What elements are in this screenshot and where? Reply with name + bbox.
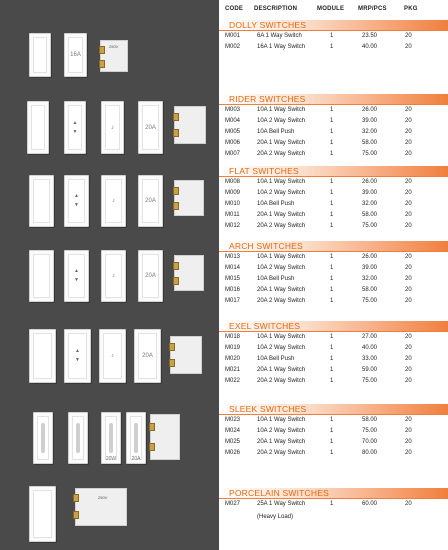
module-count: 1 (330, 276, 334, 282)
product-description: 20A 2 Way Switch (257, 450, 306, 456)
product-description: 10A 2 Way Switch (257, 265, 306, 271)
sleek-switch-20a-2way-image (126, 412, 146, 464)
column-header-pkg: PKG (404, 6, 418, 12)
product-code: M005 (225, 129, 241, 135)
rider-switch-2way-image (64, 101, 86, 154)
product-description: 16A 1 Way Switch (257, 44, 306, 50)
section-title-flat-switches: FLAT SWITCHES (229, 166, 299, 176)
package-quantity: 20 (405, 190, 412, 196)
arch-bell-push-image (101, 250, 126, 302)
product-code: M026 (225, 450, 241, 456)
table-row (219, 199, 448, 210)
arch-switch-back-image (174, 255, 204, 291)
product-code: M020 (225, 356, 241, 362)
table-row (219, 177, 448, 188)
price-per-piece: 58.00 (362, 140, 378, 146)
table-row (219, 210, 448, 221)
module-count: 1 (330, 501, 334, 507)
exel-switch-back-image (170, 336, 202, 374)
product-code: M004 (225, 118, 241, 124)
table-row (219, 252, 448, 263)
dolly-switch-16a-image (64, 33, 87, 77)
price-per-piece: 39.00 (362, 265, 378, 271)
table-row (219, 376, 448, 387)
porcelain-note: (Heavy Load) (257, 514, 294, 520)
porcelain-switch-back-image (75, 488, 127, 526)
table-row (219, 221, 448, 232)
module-count: 1 (330, 44, 334, 50)
arch-switch-20a-image (138, 250, 163, 302)
section-title-sleek-switches: SLEEK SWITCHES (229, 404, 307, 414)
sleek-switch-1way-image (33, 412, 53, 464)
porcelain-switch-image (29, 486, 56, 542)
switch-voltage-mark: 250V (98, 495, 108, 500)
package-quantity: 20 (405, 129, 412, 135)
package-quantity: 20 (405, 450, 412, 456)
switch-rating-label: 16A (70, 52, 81, 58)
price-per-piece: 32.00 (362, 276, 378, 282)
table-row (219, 138, 448, 149)
product-description: 10A Bell Push (257, 129, 295, 135)
module-count: 1 (330, 287, 334, 293)
price-per-piece: 75.00 (362, 223, 378, 229)
table-row (219, 105, 448, 116)
product-code: M027 (225, 501, 241, 507)
exel-switch-1way-image (29, 329, 56, 383)
product-code: M007 (225, 151, 241, 157)
product-description: 20A 1 Way Switch (257, 140, 306, 146)
product-description: 10A 1 Way Switch (257, 334, 306, 340)
table-row (219, 296, 448, 307)
package-quantity: 20 (405, 33, 412, 39)
product-description: 10A Bell Push (257, 276, 295, 282)
column-header-code: CODE (225, 6, 244, 12)
module-count: 1 (330, 378, 334, 384)
product-code: M002 (225, 44, 241, 50)
table-row (219, 42, 448, 53)
package-quantity: 20 (405, 118, 412, 124)
package-quantity: 20 (405, 276, 412, 282)
product-description: 10A 1 Way Switch (257, 417, 306, 423)
module-count: 1 (330, 367, 334, 373)
sleek-switch-back-image (150, 414, 180, 460)
switch-rating-label: 20A (145, 273, 156, 279)
product-code: M011 (225, 212, 240, 218)
table-row (219, 332, 448, 343)
package-quantity: 20 (405, 356, 412, 362)
product-description: 20A 2 Way Switch (257, 378, 306, 384)
product-code: M025 (225, 439, 241, 445)
module-count: 1 (330, 428, 334, 434)
product-description: 20A 1 Way Switch (257, 367, 306, 373)
product-code: M019 (225, 345, 241, 351)
bell-icon: ♪ (111, 353, 114, 359)
package-quantity: 20 (405, 417, 412, 423)
module-count: 1 (330, 265, 334, 271)
module-count: 1 (330, 107, 334, 113)
arch-switch-2way-image (64, 250, 89, 302)
package-quantity: 20 (405, 265, 412, 271)
price-per-piece: 58.00 (362, 212, 378, 218)
package-quantity: 20 (405, 345, 412, 351)
product-description: 10A 1 Way Switch (257, 254, 306, 260)
price-per-piece: 58.00 (362, 287, 378, 293)
arrow-up-down-icon: ▲ ▼ (72, 119, 78, 135)
price-per-piece: 26.00 (362, 107, 378, 113)
product-description: 25A 1 Way Switch (257, 501, 306, 507)
exel-switch-20a-image (134, 329, 161, 383)
flat-switch-back-image (174, 180, 204, 216)
module-count: 1 (330, 118, 334, 124)
price-per-piece: 60.00 (362, 501, 378, 507)
table-row (219, 188, 448, 199)
table-row (219, 127, 448, 138)
switch-rating-label: 20A (145, 198, 156, 204)
package-quantity: 20 (405, 254, 412, 260)
package-quantity: 20 (405, 428, 412, 434)
arch-switch-1way-image (29, 250, 54, 302)
product-description: 10A Bell Push (257, 356, 295, 362)
package-quantity: 20 (405, 334, 412, 340)
price-per-piece: 39.00 (362, 190, 378, 196)
product-description: 10A 2 Way Switch (257, 428, 306, 434)
section-title-dolly-switches: DOLLY SWITCHES (229, 20, 307, 30)
product-code: M018 (225, 334, 241, 340)
table-row (219, 285, 448, 296)
package-quantity: 20 (405, 298, 412, 304)
flat-switch-20a-image (138, 175, 163, 227)
module-count: 1 (330, 151, 334, 157)
table-row (219, 274, 448, 285)
exel-bell-push-image (99, 329, 126, 383)
table-row (219, 499, 448, 510)
package-quantity: 20 (405, 439, 412, 445)
product-description: 20A 2 Way Switch (257, 298, 306, 304)
table-row (219, 448, 448, 459)
rider-switch-1way-image (27, 101, 49, 154)
column-header-description: DESCRIPTION (254, 6, 298, 12)
module-count: 1 (330, 179, 334, 185)
product-code: M012 (225, 223, 241, 229)
switch-rating-label: 20A (145, 124, 156, 131)
product-code: M013 (225, 254, 241, 260)
package-quantity: 20 (405, 44, 412, 50)
table-row (219, 116, 448, 127)
package-quantity: 20 (405, 107, 412, 113)
table-row (219, 343, 448, 354)
product-description: 10A Bell Push (257, 201, 295, 207)
price-per-piece: 40.00 (362, 345, 378, 351)
product-code: M001 (225, 33, 241, 39)
switch-rating-label: 20A (142, 353, 153, 359)
switch-voltage-mark: 250V (109, 44, 119, 49)
product-description: 10A 2 Way Switch (257, 118, 306, 124)
product-description: 20A 2 Way Switch (257, 223, 306, 229)
switch-rating-label: 20A (131, 456, 141, 462)
product-description: 20A 1 Way Switch (257, 287, 306, 293)
product-code: M008 (225, 179, 241, 185)
module-count: 1 (330, 298, 334, 304)
package-quantity: 20 (405, 140, 412, 146)
package-quantity: 20 (405, 501, 412, 507)
section-title-porcelain-switches: PORCELAIN SWITCHES (229, 488, 329, 498)
product-code: M023 (225, 417, 241, 423)
arrow-up-down-icon: ▲ ▼ (74, 268, 79, 283)
product-code: M010 (225, 201, 241, 207)
table-row (219, 263, 448, 274)
module-count: 1 (330, 212, 334, 218)
switch-rating-label: 20W (105, 456, 117, 462)
sleek-switch-2way-image (68, 412, 88, 464)
bell-icon: ♪ (111, 124, 114, 131)
table-row (219, 426, 448, 437)
module-count: 1 (330, 223, 334, 229)
price-per-piece: 39.00 (362, 118, 378, 124)
product-code: M017 (225, 298, 241, 304)
package-quantity: 20 (405, 179, 412, 185)
price-per-piece: 26.00 (362, 179, 378, 185)
product-description: 20A 1 Way Switch (257, 212, 306, 218)
sleek-switch-20a-1way-image (101, 412, 121, 464)
package-quantity: 20 (405, 212, 412, 218)
arrow-up-down-icon: ▲ ▼ (74, 193, 79, 208)
module-count: 1 (330, 33, 334, 39)
package-quantity: 20 (405, 223, 412, 229)
module-count: 1 (330, 356, 334, 362)
price-per-piece: 59.00 (362, 367, 378, 373)
product-code: M022 (225, 378, 241, 384)
table-row (219, 31, 448, 42)
package-quantity: 20 (405, 151, 412, 157)
price-per-piece: 75.00 (362, 151, 378, 157)
module-count: 1 (330, 190, 334, 196)
price-per-piece: 75.00 (362, 298, 378, 304)
price-per-piece: 33.00 (362, 356, 378, 362)
product-code: M021 (225, 367, 241, 373)
table-row (219, 437, 448, 448)
price-per-piece: 80.00 (362, 450, 378, 456)
table-row (219, 415, 448, 426)
product-description: 20A 2 Way Switch (257, 151, 306, 157)
rider-switch-20a-image (138, 101, 163, 154)
flat-switch-2way-image (64, 175, 89, 227)
module-count: 1 (330, 140, 334, 146)
table-row (219, 149, 448, 160)
section-title-rider-switches: RIDER SWITCHES (229, 94, 306, 104)
price-per-piece: 75.00 (362, 378, 378, 384)
package-quantity: 20 (405, 367, 412, 373)
flat-switch-1way-image (29, 175, 54, 227)
price-per-piece: 70.00 (362, 439, 378, 445)
module-count: 1 (330, 450, 334, 456)
product-code: M014 (225, 265, 241, 271)
arrow-up-down-icon: ▲ ▼ (75, 348, 80, 363)
column-header-module: MODULE (317, 6, 345, 12)
product-code: M015 (225, 276, 241, 282)
column-header-mrp: MRP/PCS (358, 6, 387, 12)
package-quantity: 20 (405, 378, 412, 384)
package-quantity: 20 (405, 201, 412, 207)
price-per-piece: 26.00 (362, 254, 378, 260)
dolly-switch-6a-image (29, 33, 51, 77)
product-code: M016 (225, 287, 241, 293)
bell-icon: ♪ (112, 273, 115, 279)
module-count: 1 (330, 417, 334, 423)
price-per-piece: 75.00 (362, 428, 378, 434)
product-description: 10A 2 Way Switch (257, 345, 306, 351)
module-count: 1 (330, 129, 334, 135)
bell-icon: ♪ (112, 198, 115, 204)
product-code: M003 (225, 107, 241, 113)
section-title-exel-switches: EXEL SWITCHES (229, 321, 301, 331)
price-per-piece: 40.00 (362, 44, 378, 50)
price-per-piece: 23.50 (362, 33, 378, 39)
module-count: 1 (330, 345, 334, 351)
product-code: M024 (225, 428, 241, 434)
table-row (219, 365, 448, 376)
table-row (219, 354, 448, 365)
product-description: 10A 1 Way Switch (257, 107, 306, 113)
price-per-piece: 32.00 (362, 129, 378, 135)
price-per-piece: 58.00 (362, 417, 378, 423)
product-description: 20A 1 Way Switch (257, 439, 306, 445)
module-count: 1 (330, 334, 334, 340)
module-count: 1 (330, 254, 334, 260)
product-code: M006 (225, 140, 241, 146)
dolly-switch-back-image (100, 40, 128, 72)
flat-bell-push-image (101, 175, 126, 227)
product-code: M009 (225, 190, 241, 196)
rider-switch-back-image (174, 106, 206, 144)
exel-switch-2way-image (64, 329, 91, 383)
product-description: 10A 1 Way Switch (257, 179, 306, 185)
price-per-piece: 32.00 (362, 201, 378, 207)
section-title-arch-switches: ARCH SWITCHES (229, 241, 303, 251)
product-image-panel (0, 0, 219, 550)
product-description: 6A 1 Way Switch (257, 33, 302, 39)
module-count: 1 (330, 439, 334, 445)
product-description: 10A 2 Way Switch (257, 190, 306, 196)
package-quantity: 20 (405, 287, 412, 293)
module-count: 1 (330, 201, 334, 207)
price-per-piece: 27.00 (362, 334, 378, 340)
rider-bell-push-image (101, 101, 124, 154)
